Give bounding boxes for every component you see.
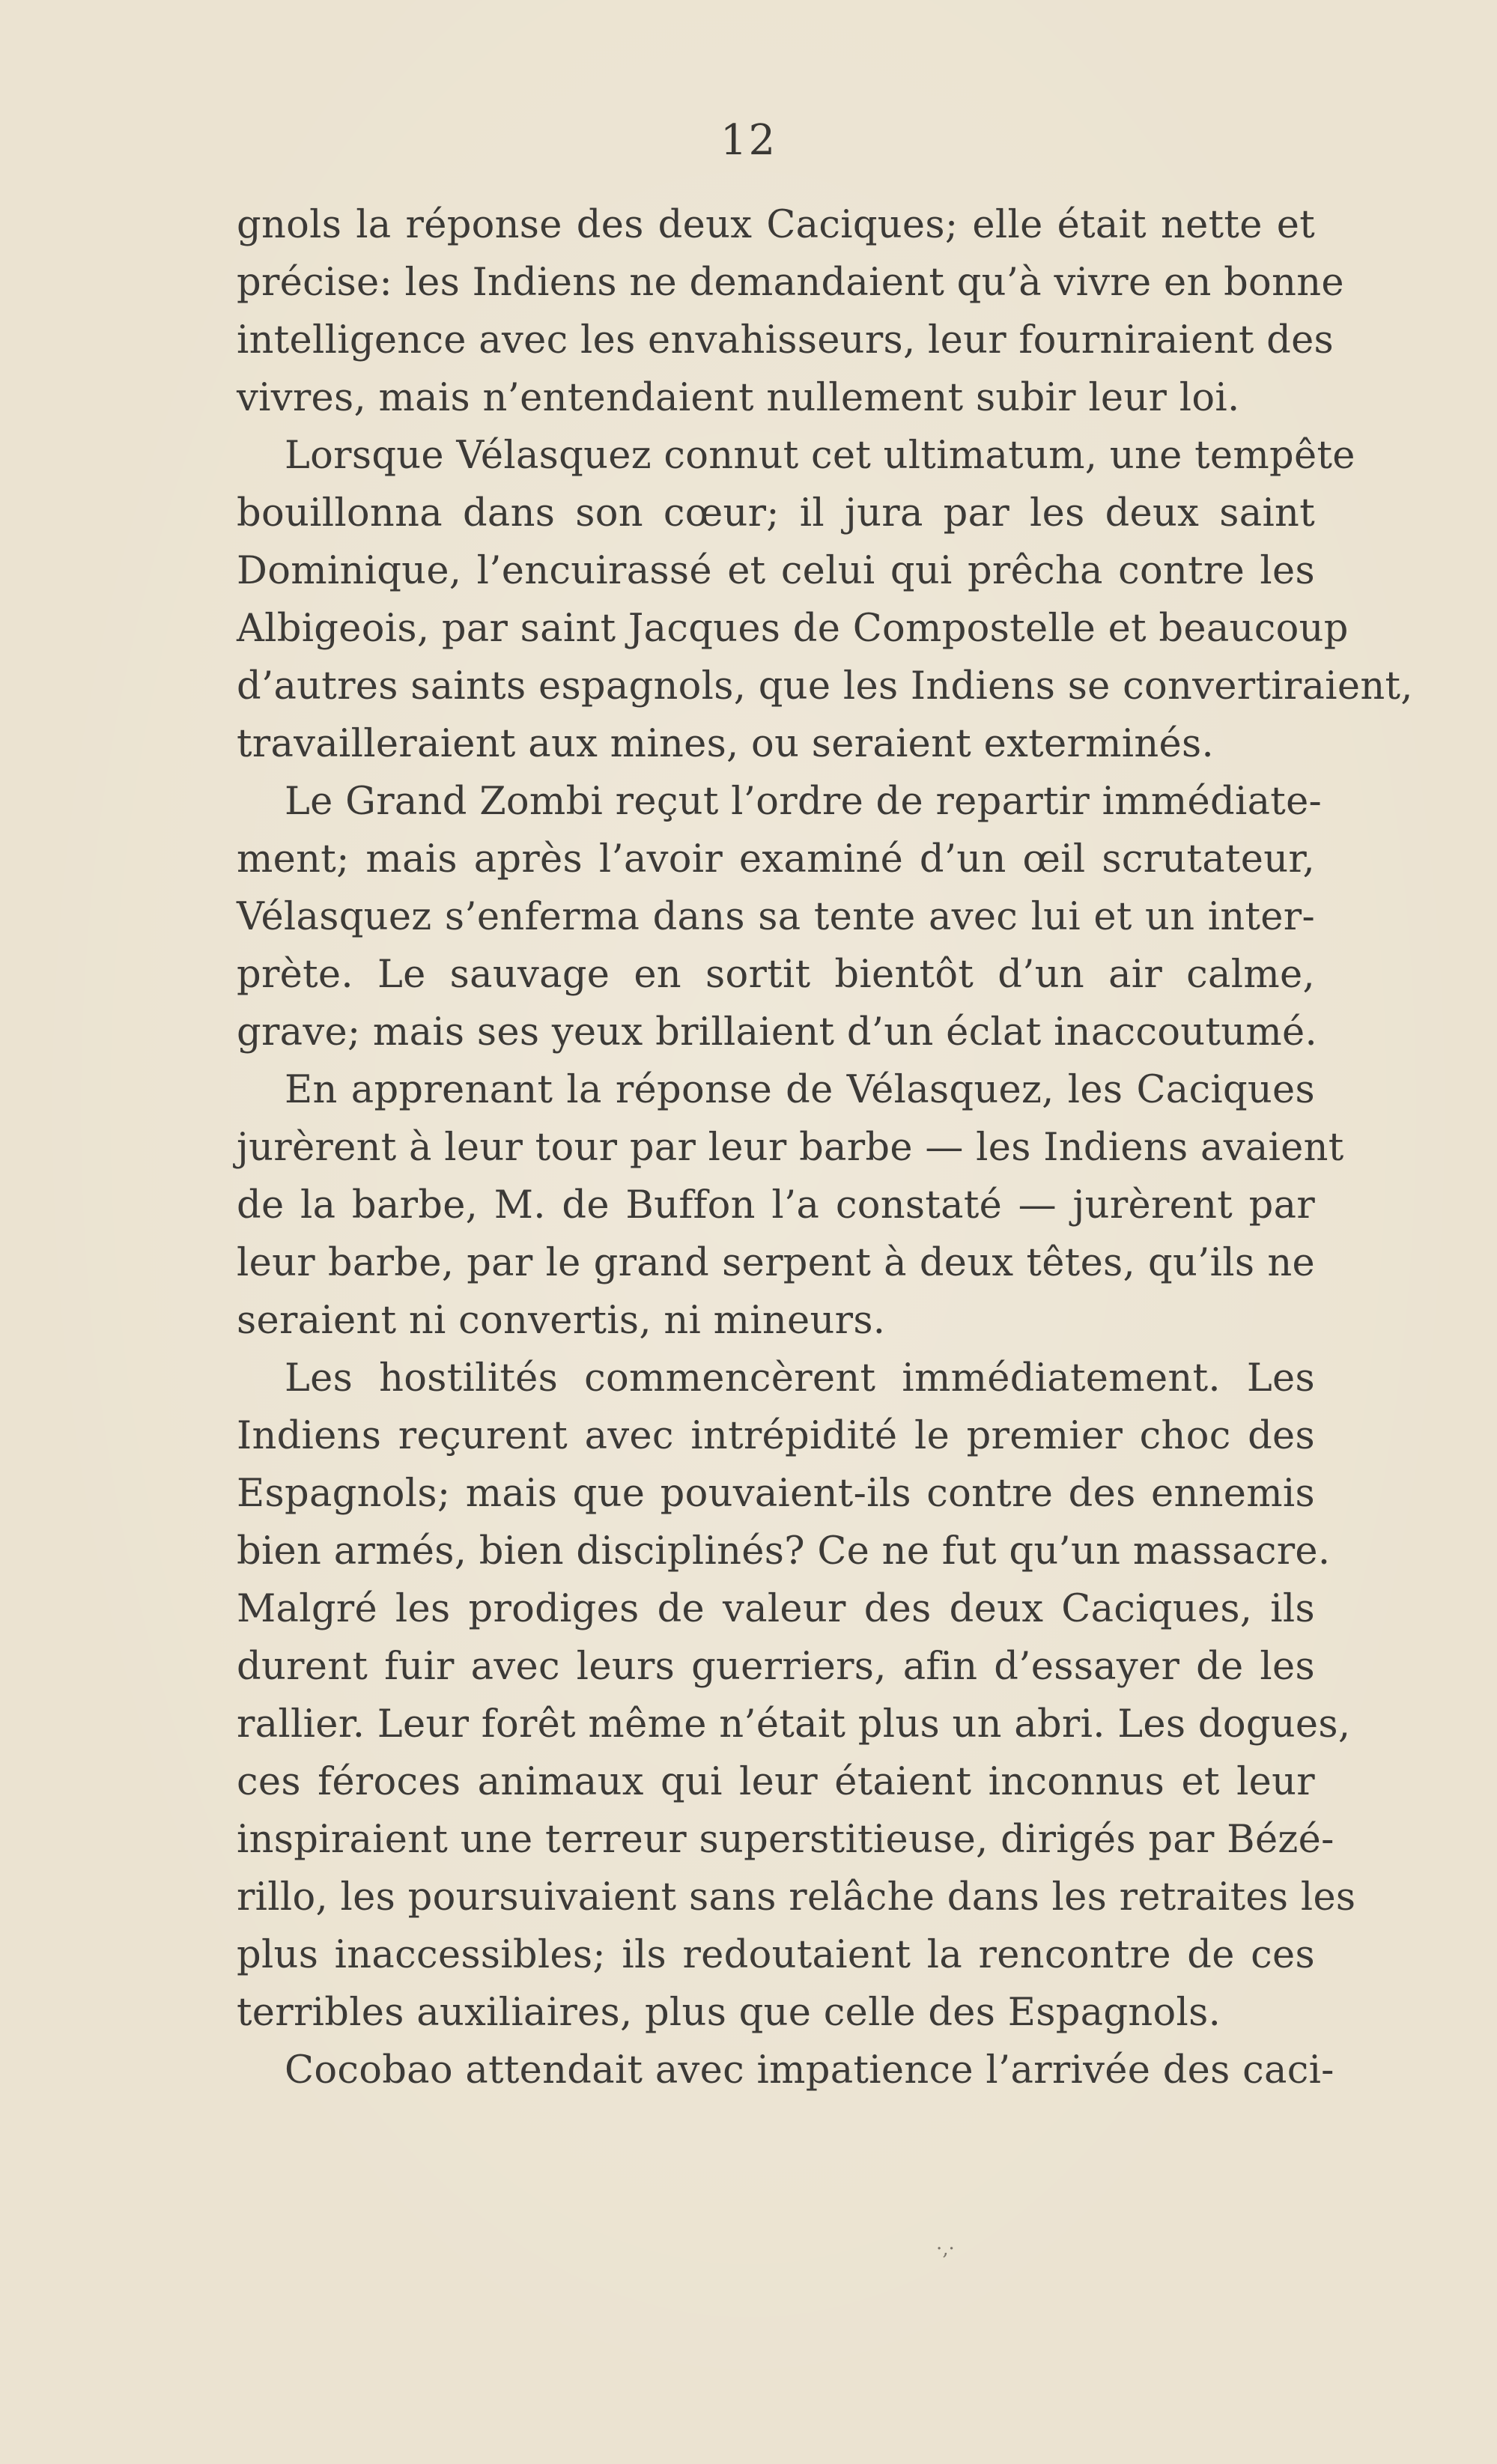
text-line: Les hostilités commencèrent immédiatement. Les	[285, 1356, 1315, 1401]
text-line: inspiraient une terreur superstitieuse, dirigés par Bézé-	[237, 1818, 1334, 1862]
text-line: durent fuir avec leurs guerriers, afin d’essayer de les	[237, 1645, 1315, 1689]
text-line: rallier. Leur forêt même n’était plus un abri. Les dogues,	[237, 1702, 1351, 1747]
text-line: leur barbe, par le grand serpent à deux têtes, qu’ils ne	[237, 1241, 1315, 1285]
text-line: jurèrent à leur tour par leur barbe — les Indiens avaient	[237, 1126, 1344, 1170]
text-line: En apprenant la réponse de Vélasquez, les Caciques	[285, 1068, 1315, 1112]
text-line: bouillonna dans son cœur; il jura par les deux saint	[237, 491, 1315, 535]
text-line: Indiens reçurent avec intrépidité le premier choc des	[237, 1414, 1315, 1458]
text-line: d’autres saints espagnols, que les Indiens se convertiraient,	[237, 664, 1413, 708]
text-line: seraient ni convertis, ni mineurs.	[237, 1299, 886, 1343]
text-line: gnols la réponse des deux Caciques; elle était nette et	[237, 203, 1315, 247]
text-line: de la barbe, M. de Buffon l’a constaté — jurèrent par	[237, 1183, 1315, 1228]
text-line: Le Grand Zombi reçut l’ordre de repartir immédiate-	[285, 780, 1323, 824]
text-line: Espagnols; mais que pouvaient-ils contre des ennemis	[237, 1472, 1315, 1516]
text-line: ces féroces animaux qui leur étaient inconnus et leur	[237, 1760, 1315, 1804]
text-line: Malgré les prodiges de valeur des deux Caciques, ils	[237, 1587, 1315, 1631]
text-line: vivres, mais n’entendaient nullement subir leur loi.	[237, 376, 1240, 420]
text-line: rillo, les poursuivaient sans relâche dans les retraites les	[237, 1875, 1356, 1920]
body-text	[237, 196, 1413, 2099]
text-line: Albigeois, par saint Jacques de Compostelle et beaucoup	[237, 607, 1349, 651]
text-line: Vélasquez s’enferma dans sa tente avec lui et un inter-	[237, 895, 1315, 939]
text-line: Cocobao attendait avec impatience l’arrivée des caci-	[285, 2048, 1334, 2093]
text-line: Dominique, l’encuirassé et celui qui prêcha contre les	[237, 549, 1315, 593]
text-line: prète. Le sauvage en sortit bientôt d’un air calme,	[237, 953, 1315, 997]
text-line: ment; mais après l’avoir examiné d’un œil scrutateur,	[237, 837, 1315, 881]
text-line: terribles auxiliaires, plus que celle des Espagnols.	[237, 1991, 1221, 2035]
paper-speck-mark: ·‚·	[936, 2238, 955, 2260]
text-line: plus inaccessibles; ils redoutaient la rencontre de ces	[237, 1933, 1315, 1977]
page-number: 12	[720, 116, 777, 165]
text-line: Lorsque Vélasquez connut cet ultimatum, une tempête	[285, 434, 1355, 478]
text-line: précise: les Indiens ne demandaient qu’à vivre en bonne	[237, 261, 1344, 305]
text-line: grave; mais ses yeux brillaient d’un éclat inaccoutumé.	[237, 1010, 1318, 1055]
text-line: travailleraient aux mines, ou seraient exterminés.	[237, 722, 1214, 766]
text-line: intelligence avec les envahisseurs, leur fourniraient des	[237, 318, 1334, 362]
text-line: bien armés, bien disciplinés? Ce ne fut qu’un massacre.	[237, 1529, 1331, 1574]
